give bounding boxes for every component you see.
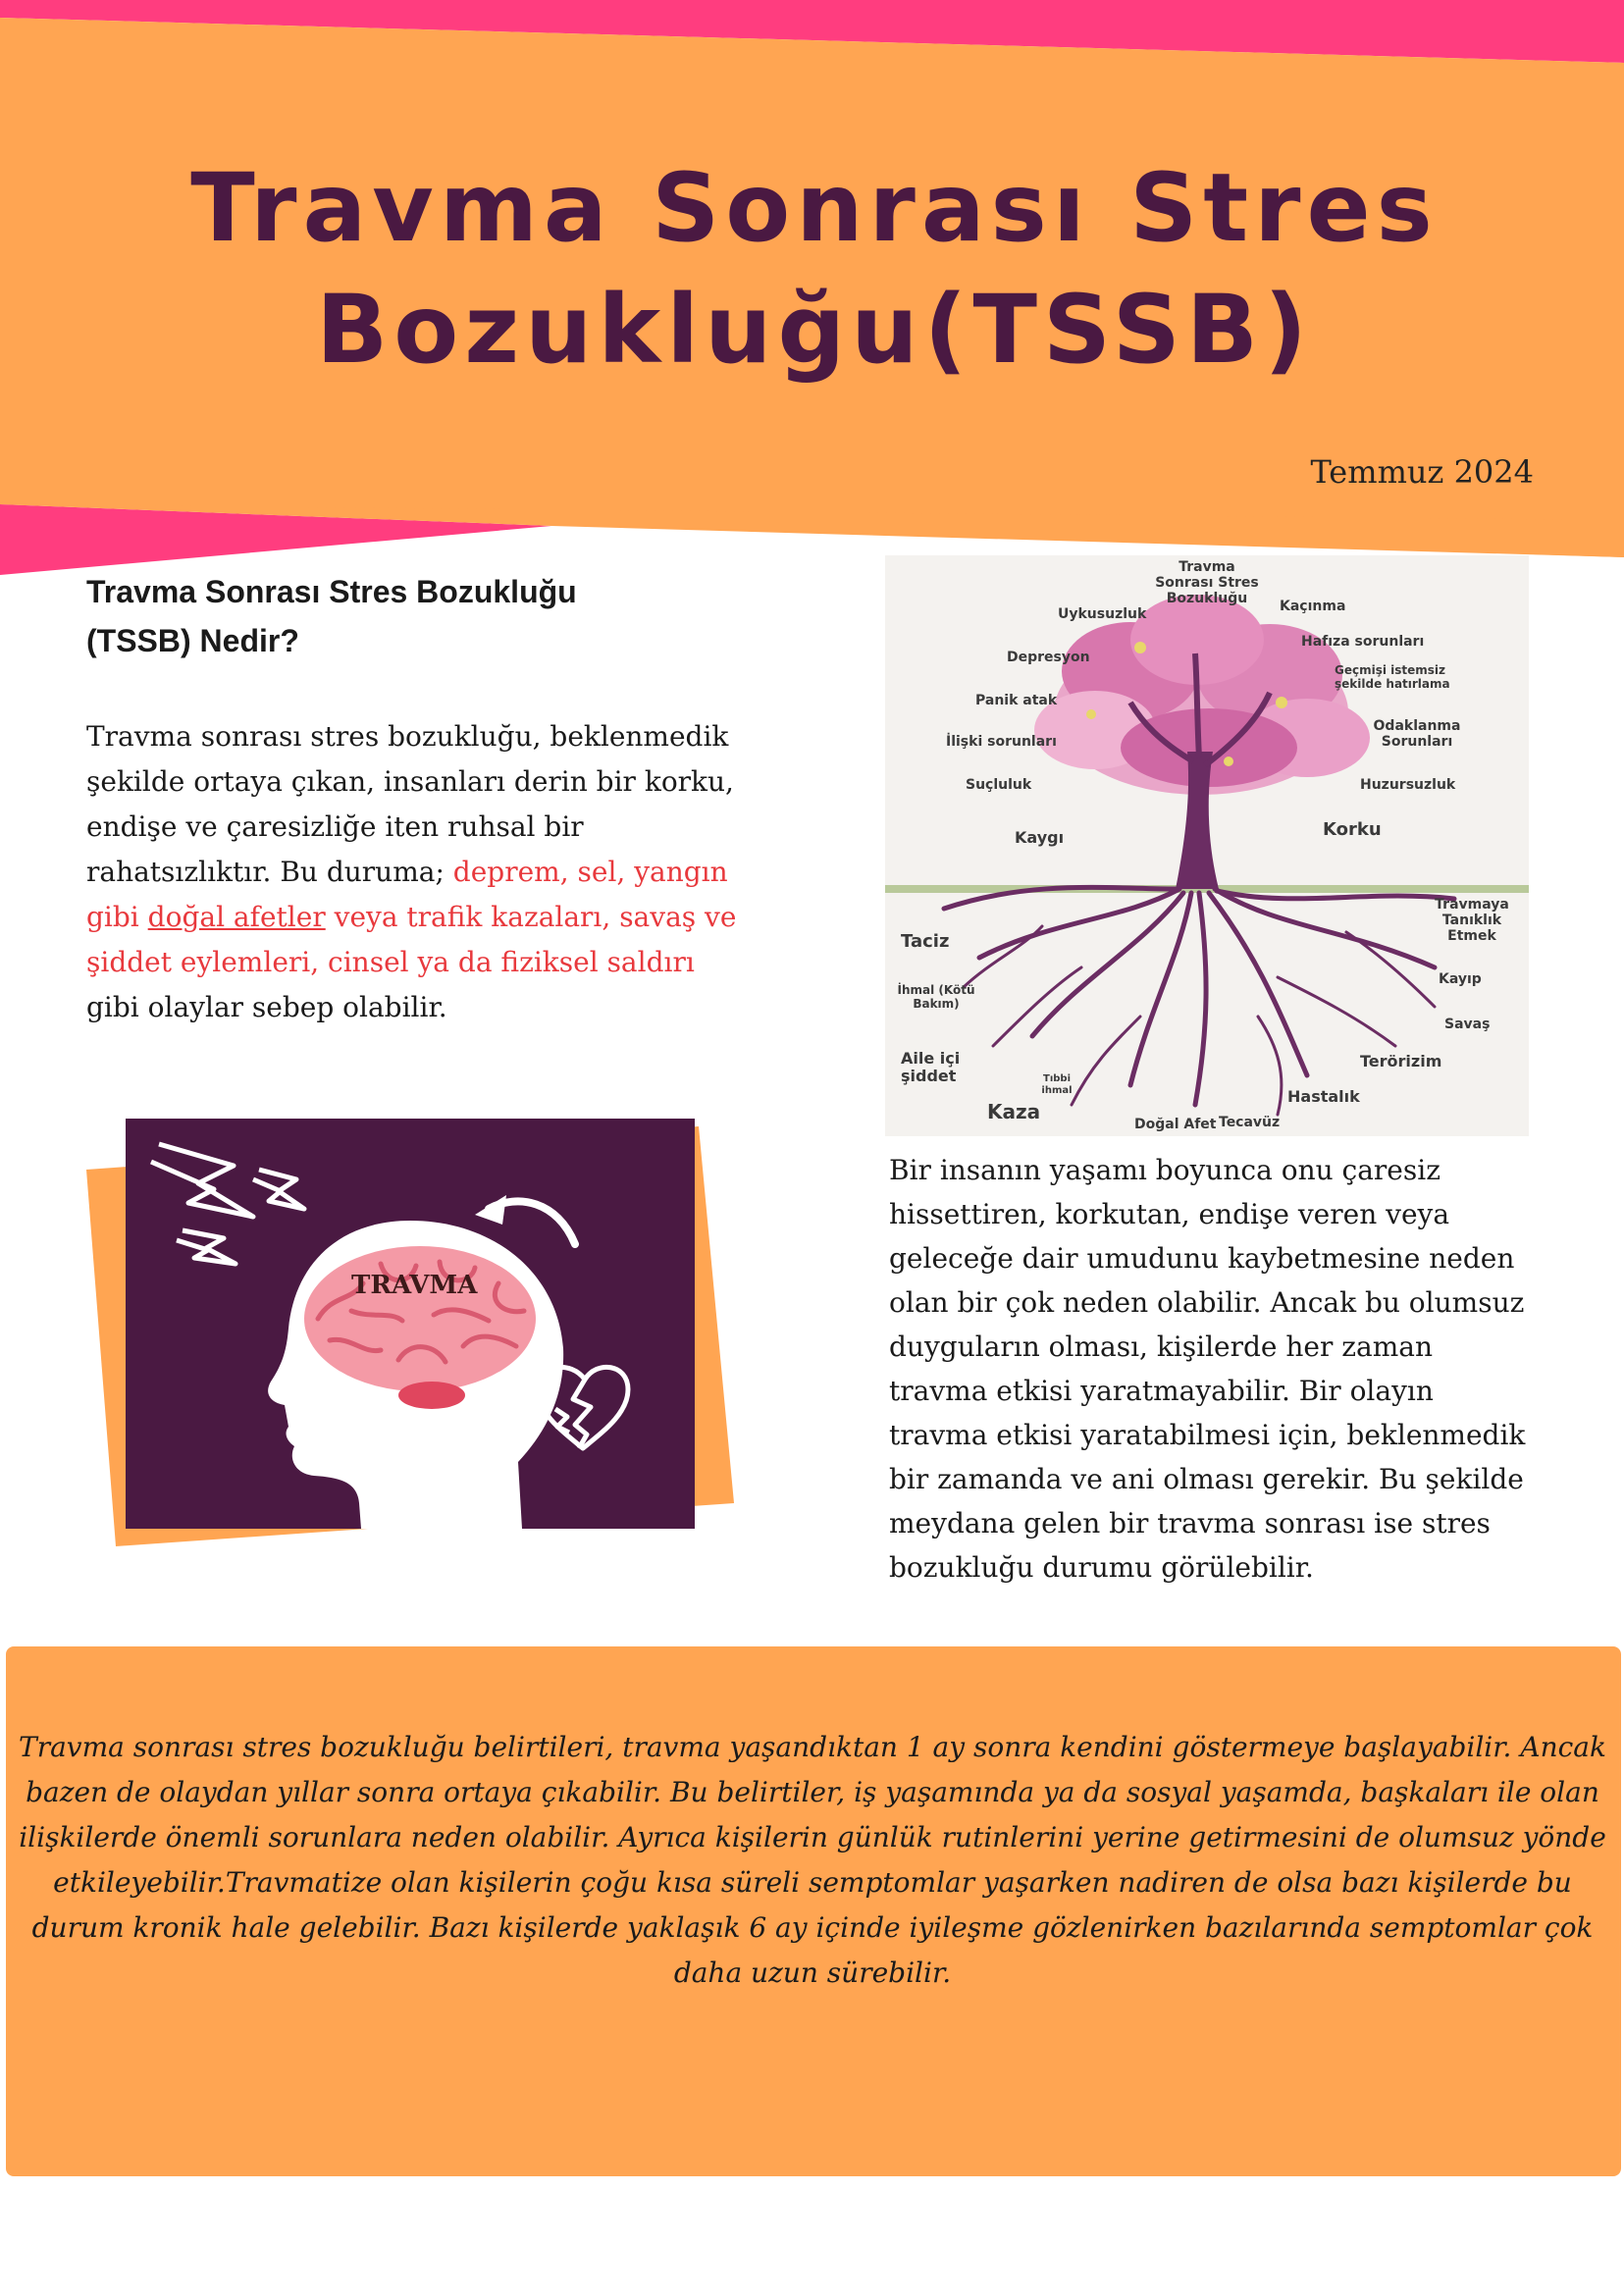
tree-label-odaklanma: Odaklanma Sorunları [1373, 718, 1461, 750]
intro-paragraph [86, 714, 744, 1030]
tree-label-ihmal: İhmal (Kötü Bakım) [897, 983, 975, 1011]
tree-label-hastalik: Hastalık [1287, 1087, 1360, 1106]
brain-label: TRAVMA [351, 1271, 478, 1300]
tree-label-kaza: Kaza [987, 1100, 1041, 1123]
page-title-line2: Bozukluğu(TSSB) [316, 275, 1313, 385]
intro-text-end: gibi olaylar sebep olabilir. [86, 991, 447, 1023]
causes-paragraph: Bir insanın yaşamı boyunca onu çaresiz hissettiren, korkutan, endişe veren veya geleceğe dair umudunu kaybetmesine neden olan bir çok neden olabilir. Ancak bu olumsuz duyguların olması, kişilerde her zaman travma etkisi yaratmayabilir. Bir olayın travma etkisi yaratabilmesi için, beklenmedik bir zamanda ve ani olması gerekir. Bu şekilde meydana gelen bir travma sonrası ise stres bozukluğu durumu görülebilir. [889, 1154, 1526, 1584]
section-heading-line2: (TSSB) Nedir? [86, 623, 299, 658]
section-heading-line1: Travma Sonrası Stres Bozukluğu [86, 574, 577, 609]
tree-top-label: Travma Sonrası Stres Bozukluğu [1155, 559, 1259, 606]
section-heading [86, 567, 734, 665]
tree-label-panik: Panik atak [975, 693, 1058, 708]
tree-roots [944, 887, 1454, 1115]
tree-label-uykusuzluk: Uykusuzluk [1058, 606, 1147, 622]
page-title-line1: Travma Sonrası Stres [190, 153, 1439, 263]
tree-label-korku: Korku [1323, 819, 1382, 840]
tree-label-kacinma: Kaçınma [1280, 599, 1346, 614]
tree-label-huzursuzluk: Huzursuzluk [1360, 777, 1456, 793]
tree-label-tibbi: Tıbbi ihmal [1041, 1073, 1073, 1096]
tssb-tree-illustration [885, 555, 1529, 1136]
tree-label-tanik: Travmaya Tanıklık Etmek [1435, 897, 1509, 944]
highlight-underline: doğal afetler [147, 901, 326, 933]
symptoms-paragraph: Travma sonrası stres bozukluğu belirtileri, travma yaşandıktan 1 ay sonra kendini göstermeye başlayabilir. Ancak bazen de olaydan yıllar sonra ortaya çıkabilir. Bu belirtiler, iş yaşamında ya da sosyal yaşamda, başkaları ile olan ilişkilerde önemli sorunlara neden olabilir. Ayrıca kişilerin günlük rutinlerini yerine getirmesini de olumsuz yönde etkileyebilir.Travmatize olan kişilerin çoğu kısa süreli semptomlar yaşarken nadiren de olsa bazı kişilerde bu durum kronik hale gelebilir. Bazı kişilerde yaklaşık 6 ay içinde iyileşme gözlenirken bazılarında semptomlar çok daha uzun sürebilir. [19, 1731, 1606, 1989]
page-title [147, 147, 1482, 391]
tree-label-hafiza: Hafıza sorunları [1301, 634, 1425, 650]
tree-label-taciz: Taciz [901, 931, 950, 952]
trauma-brain-illustration [86, 1119, 734, 1550]
tree-label-gecmisi: Geçmişi istemsiz şekilde hatırlama [1335, 663, 1450, 691]
tree-label-kaygi: Kaygı [1015, 828, 1065, 847]
tree-label-tecavuz: Tecavüz [1219, 1115, 1281, 1130]
tree-label-aile-ici: Aile içi şiddet [901, 1049, 961, 1085]
tree-label-kayip: Kayıp [1439, 971, 1482, 987]
highlight-text-1: deprem, sel, yangın gibi [86, 856, 728, 933]
tree-label-sucluluk: Suçluluk [966, 777, 1032, 793]
intro-text: Travma sonrası stres bozukluğu, beklenmedik şekilde ortaya çıkan, insanları derin bir korku, endişe ve çaresizliğe iten ruhsal bir rahatsızlıktır. Bu duruma; [86, 720, 734, 888]
tree-label-iliski: İlişki sorunları [946, 734, 1057, 750]
issue-date: Temmuz 2024 [1310, 453, 1534, 491]
tree-label-savas: Savaş [1444, 1017, 1491, 1032]
tree-label-depresyon: Depresyon [1007, 650, 1090, 665]
tree-label-dogal-afet: Doğal Afet [1134, 1117, 1217, 1132]
tree-label-terorizm: Terörizim [1360, 1052, 1442, 1070]
highlight-text-2: veya trafik kazaları, savaş ve şiddet eylemleri, cinsel ya da fiziksel saldırı [86, 901, 737, 978]
